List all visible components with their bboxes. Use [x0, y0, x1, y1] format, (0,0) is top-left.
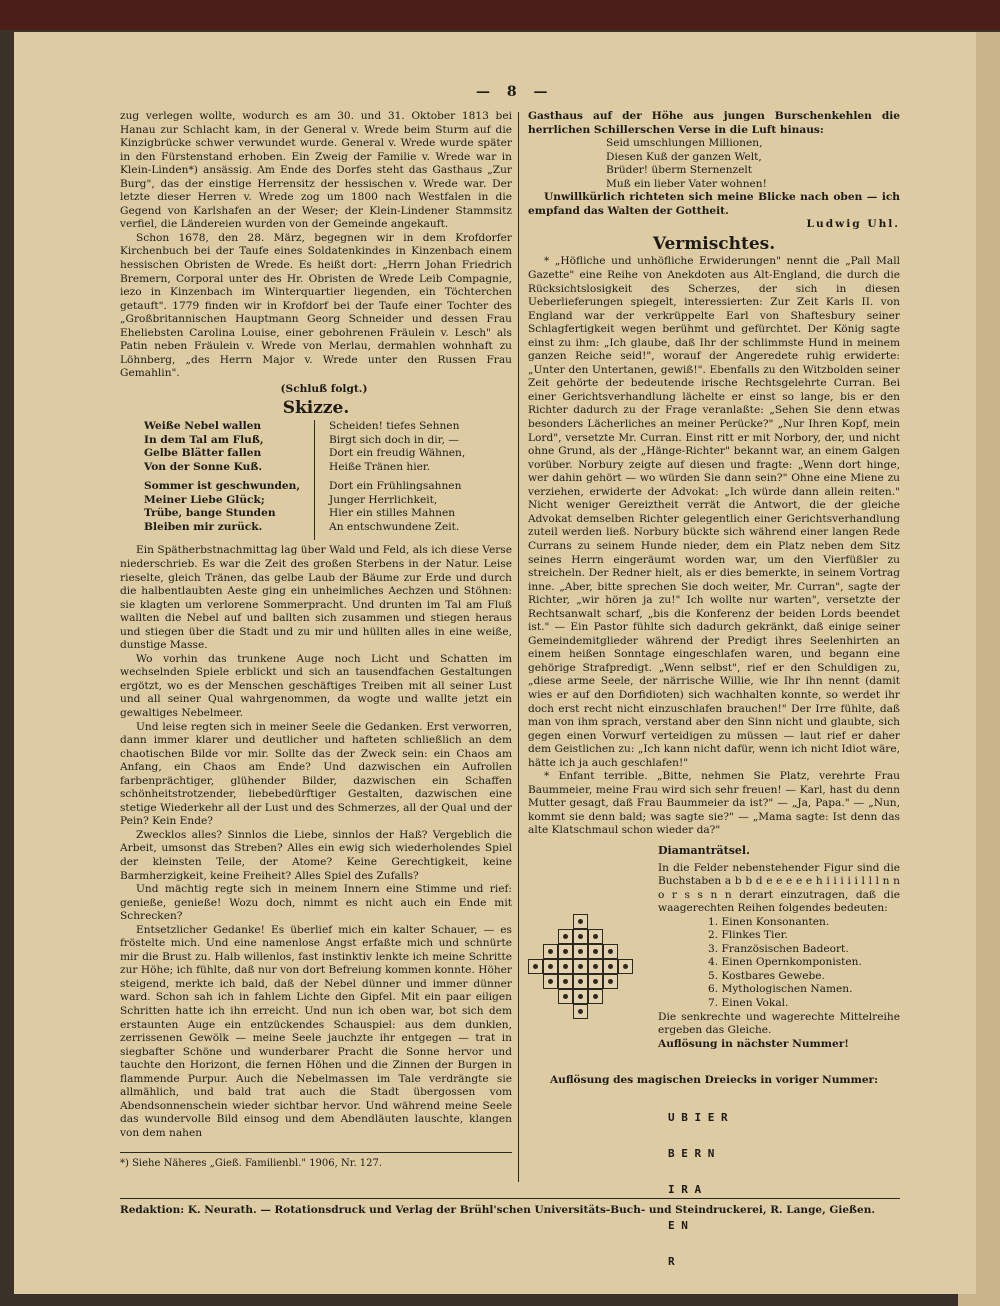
poem-line: An entschwundene Zeit. [329, 520, 460, 533]
puzzle-cell [603, 959, 618, 974]
solution-row: E N [668, 1218, 688, 1232]
stanza [144, 420, 300, 474]
puzzle-cell [588, 974, 603, 989]
puzzle-item: 1. Einen Konsonanten. [708, 915, 830, 928]
book-binding-edge [0, 0, 1000, 30]
to-be-continued: (Schluß folgt.) [280, 382, 368, 395]
poem-line: Junger Herrlichkeit, [329, 493, 438, 506]
puzzle-cell [573, 1004, 588, 1019]
puzzle-cell [573, 989, 588, 1004]
solution-title: Auflösung des magischen Dreiecks in voriger Nummer: [549, 1073, 879, 1086]
paragraph: Unwillkürlich richteten sich meine Blicke nach oben — ich empfand das Walten der Gottheit. [528, 191, 900, 217]
puzzle-cell [528, 959, 543, 974]
puzzle-item: 5. Kostbares Gewebe. [708, 969, 825, 982]
poem-line: Sommer ist geschwunden, [144, 480, 301, 493]
solution-row: U B I E R [668, 1110, 728, 1124]
puzzle-cell [573, 959, 588, 974]
puzzle-instructions [658, 862, 900, 1052]
footnote: *) Siehe Näheres „Gieß. Familienbl." 1906, Nr. 127. [120, 1152, 512, 1171]
solution-row: I R A [668, 1182, 702, 1196]
poem-line: Gelbe Blätter fallen [144, 447, 262, 460]
puzzle-cell [558, 959, 573, 974]
poem-line: Heiße Tränen hier. [329, 460, 431, 473]
stanza [329, 420, 465, 474]
paragraph: * Enfant terrible. „Bitte, nehmen Sie Platz, verehrte Frau Baummeier, meine Frau wird sich sehr freuen! — Karl, hast du denn Mutter gesagt, daß Frau Baummeier da ist?" — „Ja, Papa." — „Nun, kommt sie denn bald; was sagte sie?" — „Mama sagte: Ist denn das alte Klatschmaul schon wieder da?" [528, 770, 900, 837]
puzzle-cell [558, 944, 573, 959]
paragraph: Entsetzlicher Gedanke! Es überlief mich ein kalter Schauer, — es fröstelte mich. Und eine namenlose Angst erfaßte mich und schnürte mir die Brust zu. Halb willenlos, fast instinktiv lenkte ich meine Schritte zur Höhe; ich fühlte, daß nur von dort Befreiung kommen konnte. Höher steigend, merkte ich bald, daß der Nebel dünner und immer dünner ward. Schon sah ich in fahlem Lichte den Gipfel. Mit ein paar eiligen Schritten hatte ich ihn erreicht. Und nun ich oben war, bot sich dem erstaunten Auge ein entzückendes Schauspiel: aus dem dunklen, zerrissenen Gewölk — meine Seele jauchzte ihr entgegen — trat in siegbafter Schöne und wunderbarer Pracht die Sonne hervor und tauchte den Horizont, die fernen Höhen und die Zinnen der Burgen in flammende Purpur. Auch die Nebelmassen im Tale verdrängte sie allmählich, und bald trat auch die Stadt übergossen vom Abendsonnenschein wieder sichtbar hervor. Und während meine Seele das wundervolle Bild einsog und dem Abendläuten lauschte, klangen von dem nahen [120, 923, 512, 1139]
paragraph: Gasthaus auf der Höhe aus jungen Burschenkehlen die herrlichen Schillerschen Verse in die Luft hinaus: [528, 110, 900, 136]
puzzle-cell [588, 959, 603, 974]
section-title-skizze: Skizze. [282, 398, 350, 419]
poem-divider [314, 420, 315, 540]
page-number: — 8 — [476, 84, 554, 100]
puzzle-cell [603, 944, 618, 959]
puzzle-cell [558, 989, 573, 1004]
poem-line: Trübe, bange Stunden [144, 507, 276, 520]
puzzle-items [708, 916, 900, 1011]
puzzle-text: In die Felder nebenstehender Figur sind die Buchstaben a b b d e e e e e h i i i i i l l l n n o r s s n n derart einzutragen, daß die waagerechten Reihen folgendes bedeuten: [658, 861, 900, 915]
verse-line: Brüder! überm Sternenzelt [606, 164, 753, 177]
verse-line: Diesen Kuß der ganzen Welt, [606, 150, 762, 163]
puzzle-cell [588, 989, 603, 1004]
column-divider [518, 112, 519, 1182]
footer-rule [120, 1198, 900, 1199]
poem-line: Von der Sonne Kuß. [144, 460, 263, 473]
poem-line: Dort ein freudig Wähnen, [329, 447, 466, 460]
poem-line: In dem Tal am Fluß, [144, 433, 264, 446]
paragraph: Ein Spätherbstnachmittag lag über Wald und Feld, als ich diese Verse niederschrieb. Es war die Zeit des großen Sterbens in der Natur. Leise rieselte, gleich Tränen, das gelbe Laub der Bäume zur Erde und durch die halbentlaubten Aeste ging ein unheimliches Aechzen und Stöhnen: sie klagten um verlorene Sommerpracht. Und drunten im Tal am Fluß wallten die Nebel auf und ballten sich zusammen und stiegen heraus und stiegen über die Stadt und zu mir und hüllten alles in eine weiße, dunstige Masse. [120, 544, 512, 652]
right-column [528, 110, 900, 1292]
puzzle-cell [543, 944, 558, 959]
puzzle-item: 6. Mythologischen Namen. [708, 983, 853, 996]
poem-line: Dort ein Frühlingsahnen [329, 480, 462, 493]
puzzle-item: 2. Flinkes Tier. [708, 929, 788, 942]
paragraph: * „Höfliche und unhöfliche Erwiderungen" nennt die „Pall Mall Gazette" eine Reihe von Anekdoten aus Alt-England, die durch die Rücksichtslosigkeit des Scherzes, der sich in diesen Ueberlieferungen spiegelt, interessierten: Zur Zeit Karls II. von England war der verkrüppelte Earl von Shaftesbury seiner Schlagfertigkeit wegen berühmt und gefürchtet. Der König sagte einst zu ihm: „Ich glaube, daß Ihr der schlimmste Hund in meinem ganzen Reiche seid!", worauf der Angeredete ruhig erwiderte: „Unter den Untertanen, gewiß!". Ebenfalls zu den Witzbolden seiner Zeit gehörte der bedeutende irische Rechtsgelehrte Curran. Bei einer Gerichtsverhandlung lächelte er einst so lange, bis er den Richter dadurch zu der Frage veranlaßte: „Sehen Sie denn etwas besonders Lächerliches an meiner Perücke?" „Nur Ihren Kopf, mein Lord", versetzte Mr. Curran. Einst ritt er mit Norbory, der, und nicht ohne Grund, als der „Hänge-Richter" bekannt war, an einem Galgen vorüber. Norbury zeigte auf diesen und fragte: „Wenn dort hinge, wer dahin gehört — wo würden Sie dann sein?" Ohne eine Miene zu verziehen, erwiderte der Advokat: „Ich würde dann allein reiten." Nicht weniger Gereiztheit verrät die Antwort, die der gleiche Advokat demselben Richter gelegentlich einer Gerichtsverhandlung zuteil werden ließ. Norbury bückte sich während einer langen Rede Currans zu seinem Hunde nieder, dem ein Platz neben dem Sitz seines Herrn eingeräumt worden war, um den Vierfüßler zu streicheln. Der Redner hielt, als er dies bemerkte, in seinem Vortrag inne. „Aber, bitte sprechen Sie doch weiter, Mr. Curran", sagte der Richter, „wir hören ja zu!" Ich wollte nur warten", versetzte der Rechtsanwalt scharf, „bis die Konferenz der beiden Lords beendet ist." — Ein Pastor fühlte sich dadurch gekränkt, daß einige seiner Gemeindemitglieder während der Predigt ihres Seelenhirten an einem heißen Sonntage eingeschlafen waren, und begann eine gehörige Strafpredigt. „Wenn selbst", rief er den Schuldigen zu, „diese arme Seele, der närrische Willie, wie Ihr ihn nennt (damit wies er auf den Dorfidioten) sich wachhalten konnte, so werdet ihr doch erst recht nicht einzuschlafen brauchen!" Der Irre fühlte, daß man von ihm sprach, verstand aber den Sinn nicht und glaubte, sich gegen einen Vorwurf verteidigen zu müssen — laut rief er daher dem Geistlichen zu: „Ich kann nicht dafür, wenn ich nicht Idiot wäre, hätte ich ja auch geschlafen!" [528, 255, 900, 769]
poem-line: Meiner Liebe Glück; [144, 493, 265, 506]
poem-line: Hier ein stilles Mahnen [329, 507, 456, 520]
poem-column-right [329, 420, 465, 540]
puzzle-cell [588, 944, 603, 959]
section-title-vermischtes: Vermischtes. [652, 233, 776, 254]
solution-row: R [668, 1254, 675, 1268]
stanza [144, 480, 300, 534]
puzzle-item: 4. Einen Opernkomponisten. [708, 956, 862, 969]
verse-quote [606, 137, 900, 191]
puzzle-item: 7. Einen Vokal. [708, 997, 789, 1009]
poem-line: Weiße Nebel wallen [144, 420, 262, 433]
puzzle-text: Die senkrechte und wagerechte Mittelreihe ergeben das Gleiche. [658, 1010, 900, 1037]
puzzle-cell [558, 929, 573, 944]
left-column [120, 110, 512, 1171]
solution-triangle [668, 1088, 900, 1292]
solution-row: B E R N [668, 1146, 715, 1160]
paragraph: Schon 1678, den 28. März, begegnen wir in dem Krofdorfer Kirchenbuch bei der Taufe eines Soldatenkindes in Kinzenbach einem hessischen Obristen de Wrede. Es heißt dort: „Herrn Johan Friedrich Bremern, Corporal unter des Hr. Obristen de Wrede Leib Compagnie, iezo in Kinzenbach im Winterquartier liegenden, ein Töchterchen getauft". 1779 finden wir in Krofdorf bei der Taufe einer Tochter des „Großbritannischen Hauptmann Georg Schneider und dessen Frau Eheliebsten Carolina Louise, einer gebohrenen Fräulein v. Lesch" als Patin neben Fräulein v. Wrede von Merlau, dermahlen wohnhaft zu Löhnberg, „des Herrn Major v. Wrede unter den Russen Frau Gemahlin". [120, 231, 512, 380]
diamond-puzzle [528, 844, 900, 1064]
poem-line: Scheiden! tiefes Sehnen [329, 420, 460, 433]
paragraph: Zwecklos alles? Sinnlos die Liebe, sinnlos der Haß? Vergeblich die Arbeit, umsonst das Streben? Alles ein ewig sich wiederholendes Spiel der kleinsten Teile, der Atome? Keine Gerechtigkeit, keine Barmherzigkeit, keine Freiheit? Alles Spiel des Zufalls? [120, 828, 512, 882]
paragraph: zug verlegen wollte, wodurch es am 30. und 31. Oktober 1813 bei Hanau zur Schlacht kam, in der General v. Wrede beim Sturm auf die Kinzigbrücke schwer verwundet wurde. General v. Wrede wurde später in den Fürstenstand erhoben. Ein Zweig der Familie v. Wrede war in Klein-Linden*) ansässig. Am Ende des Dorfes steht das Gasthaus „Zur Burg", das der einstige Herrensitz der hessischen v. Wrede war. Der letzte dieser Herren v. Wrede zog um 1800 nach Westfalen in die Gegend von Karlshafen an der Weser; der Klein-Lindener Stammsitz verfiel, die Ländereien wurden von der Gemeinde angekauft. [120, 110, 512, 231]
puzzle-cell [588, 929, 603, 944]
poem-line: Birgt sich doch in dir, — [329, 433, 459, 446]
puzzle-cell [603, 974, 618, 989]
puzzle-item: 3. Französischen Badeort. [708, 942, 849, 955]
puzzle-cell [573, 944, 588, 959]
puzzle-title: Diamanträtsel. [658, 843, 750, 857]
verse-line: Muß ein lieber Vater wohnen! [606, 177, 767, 190]
puzzle-cell [558, 974, 573, 989]
puzzle-cell [618, 959, 633, 974]
puzzle-cell [543, 959, 558, 974]
puzzle-cell [543, 974, 558, 989]
paragraph: Und mächtig regte sich in meinem Innern eine Stimme und rief: genieße, genieße! Wozu doch, nimmt es nicht auch ein Ende mit Schrecken? [120, 883, 512, 923]
paragraph: Wo vorhin das trunkene Auge noch Licht und Schatten im wechselnden Spiele erblickt und sich an tausendfachen Gestaltungen ergötzt, wo es der Menschen geschäftiges Treiben mit all seiner Lust und all seiner Qual wahrgenommen, da wogte und wallte jetzt ein gewaltiges Nebelmeer. [120, 652, 512, 719]
poem-column-left [144, 420, 300, 540]
paragraph: Und leise regten sich in meiner Seele die Gedanken. Erst verworren, dann immer klarer und deutlicher und hafteten schließlich an dem chaotischen Bilde vor mir. Sollte das der Zweck sein: ein Chaos am Anfang, ein Chaos am Ende? Und dazwischen ein Aufrollen farbenprächtiger, glühender Bilder, dazwischen ein Schaffen schönheitstrotzender, liebebedürftiger Gestalten, dazwischen eine stetige Wiederkehr all der Lust und des Schmerzes, all der Qual und der Pein? Kein Ende? [120, 720, 512, 828]
puzzle-cell [573, 929, 588, 944]
puzzle-answer-note: Auflösung in nächster Nummer! [658, 1037, 849, 1050]
stanza [329, 480, 465, 534]
imprint-footer: Redaktion: K. Neurath. — Rotationsdruck und Verlag der Brühl'schen Universitäts-Buch- und Steindruckerei, R. Lange, Gießen. [120, 1204, 875, 1216]
poem-line: Bleiben mir zurück. [144, 520, 263, 533]
puzzle-cell [573, 914, 588, 929]
poem [144, 420, 512, 540]
puzzle-cell [573, 974, 588, 989]
verse-line: Seid umschlungen Millionen, [606, 137, 763, 150]
author-signature: Ludwig Uhl. [806, 218, 900, 231]
